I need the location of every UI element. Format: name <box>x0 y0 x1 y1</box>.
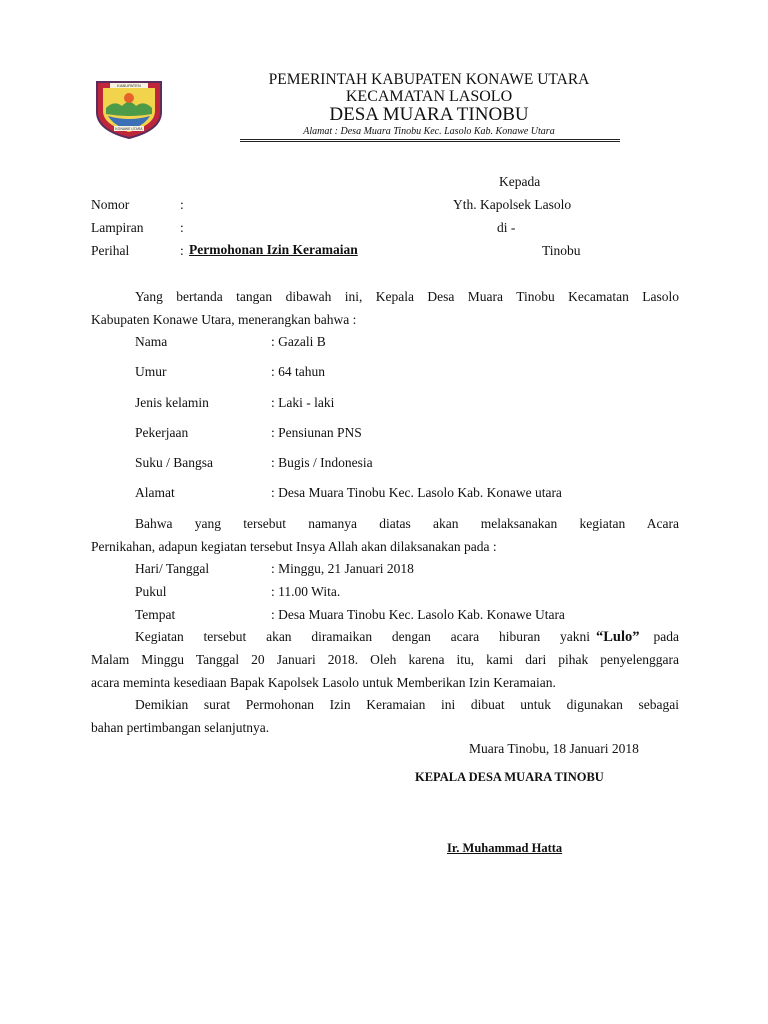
letterhead-rule-double <box>240 141 620 142</box>
para3-line-3: acara meminta kesediaan Bapak Kapolsek Lasolo untuk Memberikan Izin Keramaian. <box>91 675 556 690</box>
lampiran-label: Lampiran <box>91 220 144 235</box>
letterhead-government: PEMERINTAH KABUPATEN KONAWE UTARA <box>268 71 590 88</box>
person-age-value: : 64 tahun <box>271 364 325 379</box>
para2-line-1: Bahwa yang tersebut namanya diatas akan melaksanakan kegiatan Acara <box>135 516 679 531</box>
regency-logo <box>94 78 164 140</box>
signature-title: KEPALA DESA MUARA TINOBU <box>415 770 604 784</box>
person-name-value: : Gazali B <box>271 334 326 349</box>
person-name-label: Nama <box>135 334 168 349</box>
perihal-value: Permohonan Izin Keramaian <box>189 242 358 257</box>
perihal-colon: : <box>180 243 184 258</box>
lampiran-colon: : <box>180 220 184 235</box>
para3-line-1 <box>135 629 679 646</box>
person-age-label: Umur <box>135 364 167 379</box>
para4-line-1: Demikian surat Permohonan Izin Keramaian ini dibuat untuk digunakan sebagai <box>135 697 679 712</box>
para3-line-1-post: pada <box>653 629 679 644</box>
event-time-value: : 11.00 Wita. <box>271 584 341 599</box>
letterhead-district: KECAMATAN LASOLO <box>345 88 513 105</box>
signature-name: Ir. Muhammad Hatta <box>447 841 563 855</box>
person-address-value: : Desa Muara Tinobu Kec. Lasolo Kab. Konawe utara <box>271 485 562 500</box>
intro-line-2: Kabupaten Konawe Utara, menerangkan bahwa : <box>91 312 357 327</box>
logo-text-bottom: KONAWE UTARA <box>115 127 143 131</box>
event-place-value: : Desa Muara Tinobu Kec. Lasolo Kab. Konawe Utara <box>271 607 565 622</box>
person-ethnicity-label: Suku / Bangsa <box>135 455 214 470</box>
person-gender-label: Jenis kelamin <box>135 395 209 410</box>
nomor-colon: : <box>180 197 184 212</box>
event-time-label: Pukul <box>135 584 167 599</box>
nomor-label: Nomor <box>91 197 130 212</box>
recipient-di: di - <box>497 220 516 235</box>
letterhead-address: Alamat : Desa Muara Tinobu Kec. Lasolo Kab. Konawe Utara <box>303 126 555 137</box>
para3-line-2: Malam Minggu Tanggal 20 Januari 2018. Oleh karena itu, kami dari pihak penyelenggara <box>91 652 679 667</box>
para2-line-2: Pernikahan, adapun kegiatan tersebut Insya Allah akan dilaksanakan pada : <box>91 539 497 554</box>
perihal-label: Perihal <box>91 243 130 258</box>
recipient-kepada: Kepada <box>499 174 541 189</box>
letterhead-village: DESA MUARA TINOBU <box>329 104 529 125</box>
recipient-place: Tinobu <box>542 243 581 258</box>
person-job-value: : Pensiunan PNS <box>271 425 362 440</box>
logo-text-top: KABUPATEN <box>117 83 141 89</box>
para4-line-2: bahan pertimbangan selanjutnya. <box>91 720 270 735</box>
para3-lulo: “Lulo” <box>596 629 640 645</box>
person-ethnicity-value: : Bugis / Indonesia <box>271 455 373 470</box>
letterhead-rule <box>240 139 620 140</box>
event-place-label: Tempat <box>135 607 176 622</box>
person-gender-value: : Laki - laki <box>271 395 335 410</box>
person-job-label: Pekerjaan <box>135 425 189 440</box>
person-address-label: Alamat <box>135 485 175 500</box>
event-date-label: Hari/ Tanggal <box>135 561 210 576</box>
signature-place-date: Muara Tinobu, 18 Januari 2018 <box>469 741 639 756</box>
recipient-addressee: Yth. Kapolsek Lasolo <box>453 197 572 212</box>
para3-line-1-pre: Kegiatan tersebut akan diramaikan dengan acara hiburan yakni <box>135 629 590 644</box>
intro-line-1: Yang bertanda tangan dibawah ini, Kepala Desa Muara Tinobu Kecamatan Lasolo <box>135 289 679 304</box>
event-date-value: : Minggu, 21 Januari 2018 <box>271 561 414 576</box>
